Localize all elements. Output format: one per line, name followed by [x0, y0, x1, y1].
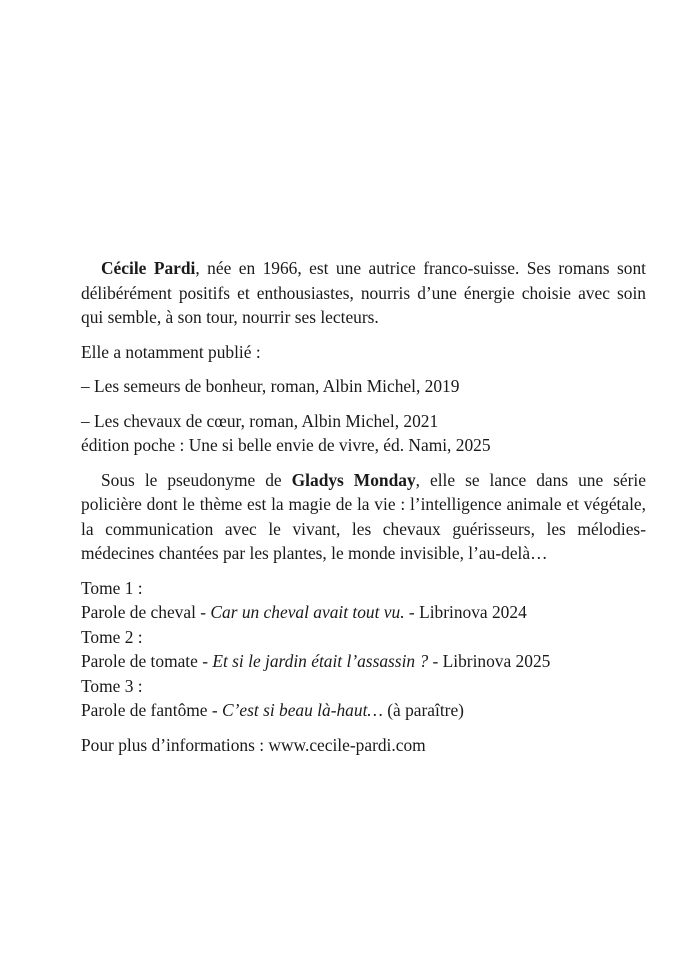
- publication-item: – Les chevaux de cœur, roman, Albin Michel, 2021: [81, 410, 439, 431]
- bio-paragraph: [81, 256, 646, 330]
- tome-label: Tome 1 :: [81, 577, 143, 598]
- pseudonym-paragraph: Sous le pseudonyme de Gladys Monday, elle se lance dans une série policière dont le thème est la magie de la vie : l’intelligence animale et végétale, la communication avec le vivant, les chevaux guérisseurs, les mélodies-médecines chantées par les plantes, le monde invisible, l’au-delà…: [81, 469, 646, 563]
- more-info: Pour plus d’informations : www.cecile-pardi.com: [81, 734, 426, 755]
- tome-subtitle: Car un cheval avait tout vu.: [210, 602, 405, 622]
- author-bio-page: [81, 256, 646, 757]
- author-name: Cécile Pardi: [101, 258, 196, 278]
- publication-item: – Les semeurs de bonheur, roman, Albin Michel, 2019: [81, 376, 460, 396]
- pseudonym-name: Gladys Monday: [291, 469, 416, 490]
- tome-label: Tome 3 :: [81, 675, 143, 696]
- publications-intro: Elle a notamment publié :: [81, 341, 261, 362]
- tome-entry: Parole de tomate - Et si le jardin était l’assassin ? - Librinova 2025: [81, 651, 551, 671]
- tome-entry: Parole de fantôme - C’est si beau là-haut… (à paraître): [81, 700, 464, 720]
- bio-text: , née en 1966, est une autrice franco-suisse. Ses romans sont délibérément positifs et enthousiastes, nourris d’une énergie choisie avec soin qui semble, à son tour, nourrir ses lecteurs.: [81, 258, 646, 327]
- tome-subtitle: C’est si beau là-haut…: [222, 700, 383, 720]
- tome-list: [81, 576, 646, 723]
- tome-entry: Parole de cheval - Car un cheval avait tout vu. - Librinova 2024: [81, 602, 527, 622]
- tome-label: Tome 2 :: [81, 626, 143, 647]
- pocket-edition: édition poche : Une si belle envie de vivre, éd. Nami, 2025: [81, 435, 491, 455]
- tome-subtitle: Et si le jardin était l’assassin ?: [212, 651, 429, 671]
